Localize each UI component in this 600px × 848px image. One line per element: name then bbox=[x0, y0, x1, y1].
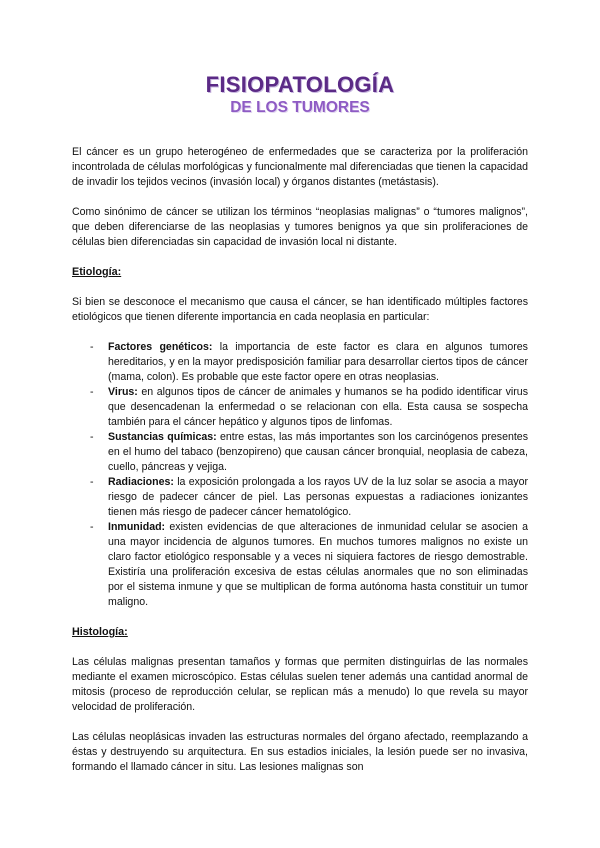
factor-text: la exposición prolongada a los rayos UV de la luz solar se asocia a mayor riesgo de padecer cáncer de piel. Las personas expuestas a radiaciones ionizantes tienen más riesgo de padecer cáncer hematológico. bbox=[108, 476, 528, 518]
list-bullet: - bbox=[90, 431, 94, 443]
list-bullet: - bbox=[90, 476, 94, 488]
list-bullet: - bbox=[90, 341, 94, 353]
document-subtitle: DE LOS TUMORES bbox=[230, 99, 370, 116]
factor-term: Radiaciones: bbox=[108, 476, 174, 488]
factor-text: la importancia de este factor es clara en algunos tumores hereditarios, y en la mayor predisposición familiar para desarrollar ciertos tipos de cáncer (mama, colon). Es probable que este factor opere en otras neoplasias. bbox=[108, 341, 528, 383]
histologia-paragraph-2: Las células neoplásicas invaden las estructuras normales del órgano afectado, reemplazando a éstas y destruyendo su arquitectura. En sus estadios iniciales, la lesión puede ser no invasiva, formando el llamado cáncer in situ. Las lesiones malignas son bbox=[72, 731, 528, 773]
factor-text: existen evidencias de que alteraciones de inmunidad celular se asocien a una mayor incidencia de algunos tumores. En muchos tumores malignos no existe un claro factor etiológico responsable y a veces ni siquiera factores de riesgo demostrable. Existiría una proliferación excesiva de estas células anormales que no son eliminadas por el sistema inmune y que se multiplican de forma autónoma hasta constituir un tumor maligno. bbox=[108, 521, 528, 608]
intro-paragraph-1: El cáncer es un grupo heterogéneo de enfermedades que se caracteriza por la proliferación incontrolada de células morfológicas y funcionalmente mal diferenciadas que tienen la capacidad de invadir los tejidos vecinos (invasión local) y órganos distantes (metástasis). bbox=[72, 146, 528, 188]
intro-paragraph-2: Como sinónimo de cáncer se utilizan los términos “neoplasias malignas” o “tumores malignos”, que deben diferenciarse de las neoplasias y tumores benignos ya que sin proliferaciones de células bien diferenciadas sin capacidad de invasión local ni distante. bbox=[72, 206, 528, 248]
section-heading-histologia: Histología: bbox=[72, 626, 128, 638]
document-title: FISIOPATOLOGÍA bbox=[205, 72, 395, 97]
list-item bbox=[90, 340, 528, 385]
factor-term: Sustancias químicas: bbox=[108, 431, 217, 443]
factor-text: entre estas, las más importantes son los carcinógenos presentes en el humo del tabaco (benzopireno) que causan cáncer bronquial, neoplasia de cabeza, cuello, páncreas y vejiga. bbox=[108, 431, 528, 473]
histologia-paragraph-1: Las células malignas presentan tamaños y formas que permiten distinguirlas de las normales mediante el examen microscópico. Estas células suelen tener además una cantidad anormal de mitosis (proceso de reproducción celular, se replican más a menudo) lo que revela su mayor velocidad de proliferación. bbox=[72, 656, 528, 713]
list-bullet: - bbox=[90, 521, 94, 533]
factor-term: Virus: bbox=[108, 386, 138, 398]
list-item bbox=[90, 430, 528, 475]
factor-term: Factores genéticos: bbox=[108, 341, 213, 353]
etiology-factor-list bbox=[72, 340, 528, 610]
document-page bbox=[72, 0, 528, 775]
section-heading-etiologia: Etiología: bbox=[72, 266, 122, 278]
list-item bbox=[90, 475, 528, 520]
list-bullet: - bbox=[90, 386, 94, 398]
factor-term: Inmunidad: bbox=[108, 521, 166, 533]
factor-text: en algunos tipos de cáncer de animales y humanos se ha podido identificar virus que desencadenan la enfermedad o se relacionan con ella. Esta causa se sospecha también para el cáncer hepático y algunos tipos de linfomas. bbox=[108, 386, 528, 428]
list-item bbox=[90, 385, 528, 430]
list-item bbox=[90, 520, 528, 610]
etiologia-intro: Si bien se desconoce el mecanismo que causa el cáncer, se han identificado múltiples factores etiológicos que tienen diferente importancia en cada neoplasia en particular: bbox=[72, 296, 528, 323]
